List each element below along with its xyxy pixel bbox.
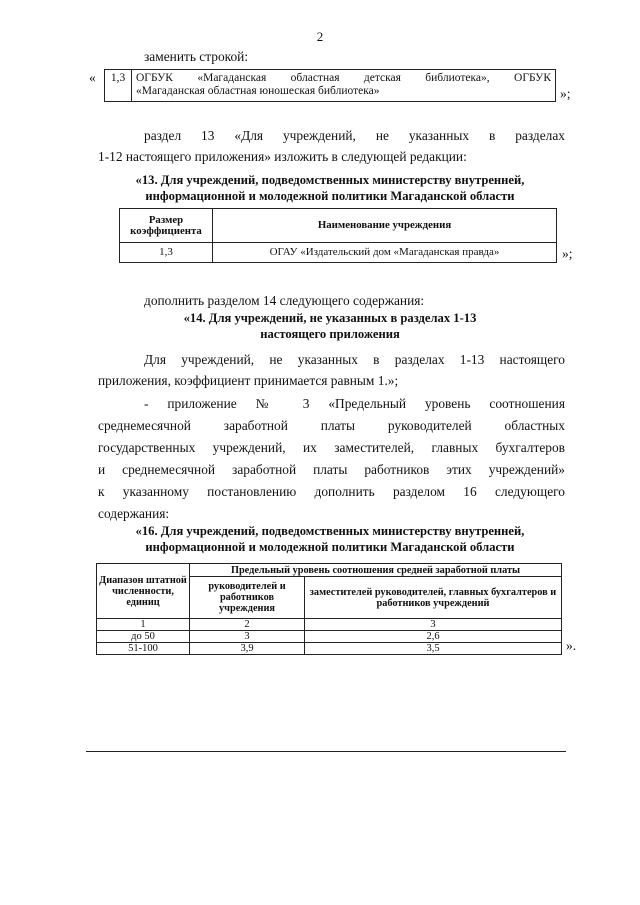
header-deputies-and-staff: заместителей руководителей, главных бухгалтеров и работников учреждений (305, 577, 562, 619)
coefficient-paragraph-line-2: приложения, коэффициент принимается равным 1.»; (98, 373, 399, 388)
header-staff-range: Диапазон штатной численности, единиц (97, 564, 190, 619)
section13-paragraph-line-2: 1-12 настоящего приложения» изложить в следующей редакции: (98, 149, 467, 164)
table-row (120, 243, 557, 263)
staff-range-cell: 51-100 (97, 643, 190, 655)
staff-range-cell: до 50 (97, 631, 190, 643)
ratio-heads-cell: 3,9 (190, 643, 305, 655)
heading-16-line-2: информационной и молодежной политики Магаданской области (145, 540, 515, 554)
ratio-heads-cell: 2 (190, 619, 305, 631)
ratio-deputies-cell: 2,6 (305, 631, 562, 643)
header-institution-name: Наименование учреждения (213, 209, 557, 243)
header-heads-and-staff: руководителей и работников учреждения (190, 577, 305, 619)
heading-16-line-1: «16. Для учреждений, подведомственных министерству внутренней, (135, 524, 525, 538)
page-number: 2 (316, 29, 324, 44)
open-quote: « (89, 70, 96, 85)
coefficient-cell: 1,3 (105, 70, 132, 102)
header-coefficient: Размер коэффициента (120, 209, 213, 243)
heading-13-line-2: информационной и молодежной политики Магаданской области (145, 189, 515, 203)
table-row (97, 619, 562, 631)
appendix3-paragraph-line-6: содержания: (98, 506, 170, 521)
table-row (97, 643, 562, 655)
section13-paragraph-line-1: раздел 13 «Для учреждений, не указанных в разделах (144, 128, 565, 143)
section16-table (96, 563, 562, 655)
appendix3-paragraph-line-2: среднемесячной заработной платы руководителей областных (98, 418, 565, 433)
institution-cell (132, 70, 556, 102)
coefficient-paragraph-line-1: Для учреждений, не указанных в разделах 1-13 настоящего (144, 352, 565, 367)
appendix3-paragraph-line-4: и среднемесячной заработной платы работников этих учреждений» (98, 462, 565, 477)
heading-14-line-2: настоящего приложения (260, 327, 400, 341)
appendix3-paragraph-line-5: к указанному постановлению дополнить разделом 16 следующего (98, 484, 565, 499)
ratio-deputies-cell: 3 (305, 619, 562, 631)
institution-line-1: ОГБУК «Магаданская областная детская библиотека», ОГБУК (136, 72, 551, 84)
section13-table (119, 208, 557, 263)
close-quote: »; (562, 246, 573, 261)
ratio-deputies-cell: 3,5 (305, 643, 562, 655)
close-quote: ». (566, 638, 577, 653)
staff-range-cell: 1 (97, 619, 190, 631)
table-header-row (120, 209, 557, 243)
ratio-heads-cell: 3 (190, 631, 305, 643)
heading-13-line-1: «13. Для учреждений, подведомственных министерству внутренней, (135, 173, 525, 187)
replacement-table (104, 69, 556, 102)
institution-line-2: «Магаданская областная юношеская библиотека» (136, 85, 380, 97)
heading-section-13 (90, 172, 570, 204)
close-quote: »; (560, 86, 571, 101)
header-salary-ratio-group: Предельный уровень соотношения средней заработной платы (190, 564, 562, 577)
coefficient-cell: 1,3 (120, 243, 213, 263)
table-row (105, 70, 556, 102)
appendix3-paragraph-line-1: - приложение № 3 «Предельный уровень соотношения (144, 396, 565, 411)
bottom-divider (86, 751, 566, 752)
heading-section-16 (90, 523, 570, 555)
table-header-row (97, 564, 562, 577)
replace-intro: заменить строкой: (144, 49, 249, 64)
appendix3-paragraph-line-3: государственных учреждений, их заместителей, главных бухгалтеров (98, 440, 565, 455)
table-row (97, 631, 562, 643)
add-section14-paragraph: дополнить разделом 14 следующего содержания: (144, 293, 425, 308)
heading-14-line-1: «14. Для учреждений, не указанных в разделах 1-13 (183, 311, 477, 325)
heading-section-14 (90, 310, 570, 342)
institution-cell: ОГАУ «Издательский дом «Магаданская правда» (213, 243, 557, 263)
